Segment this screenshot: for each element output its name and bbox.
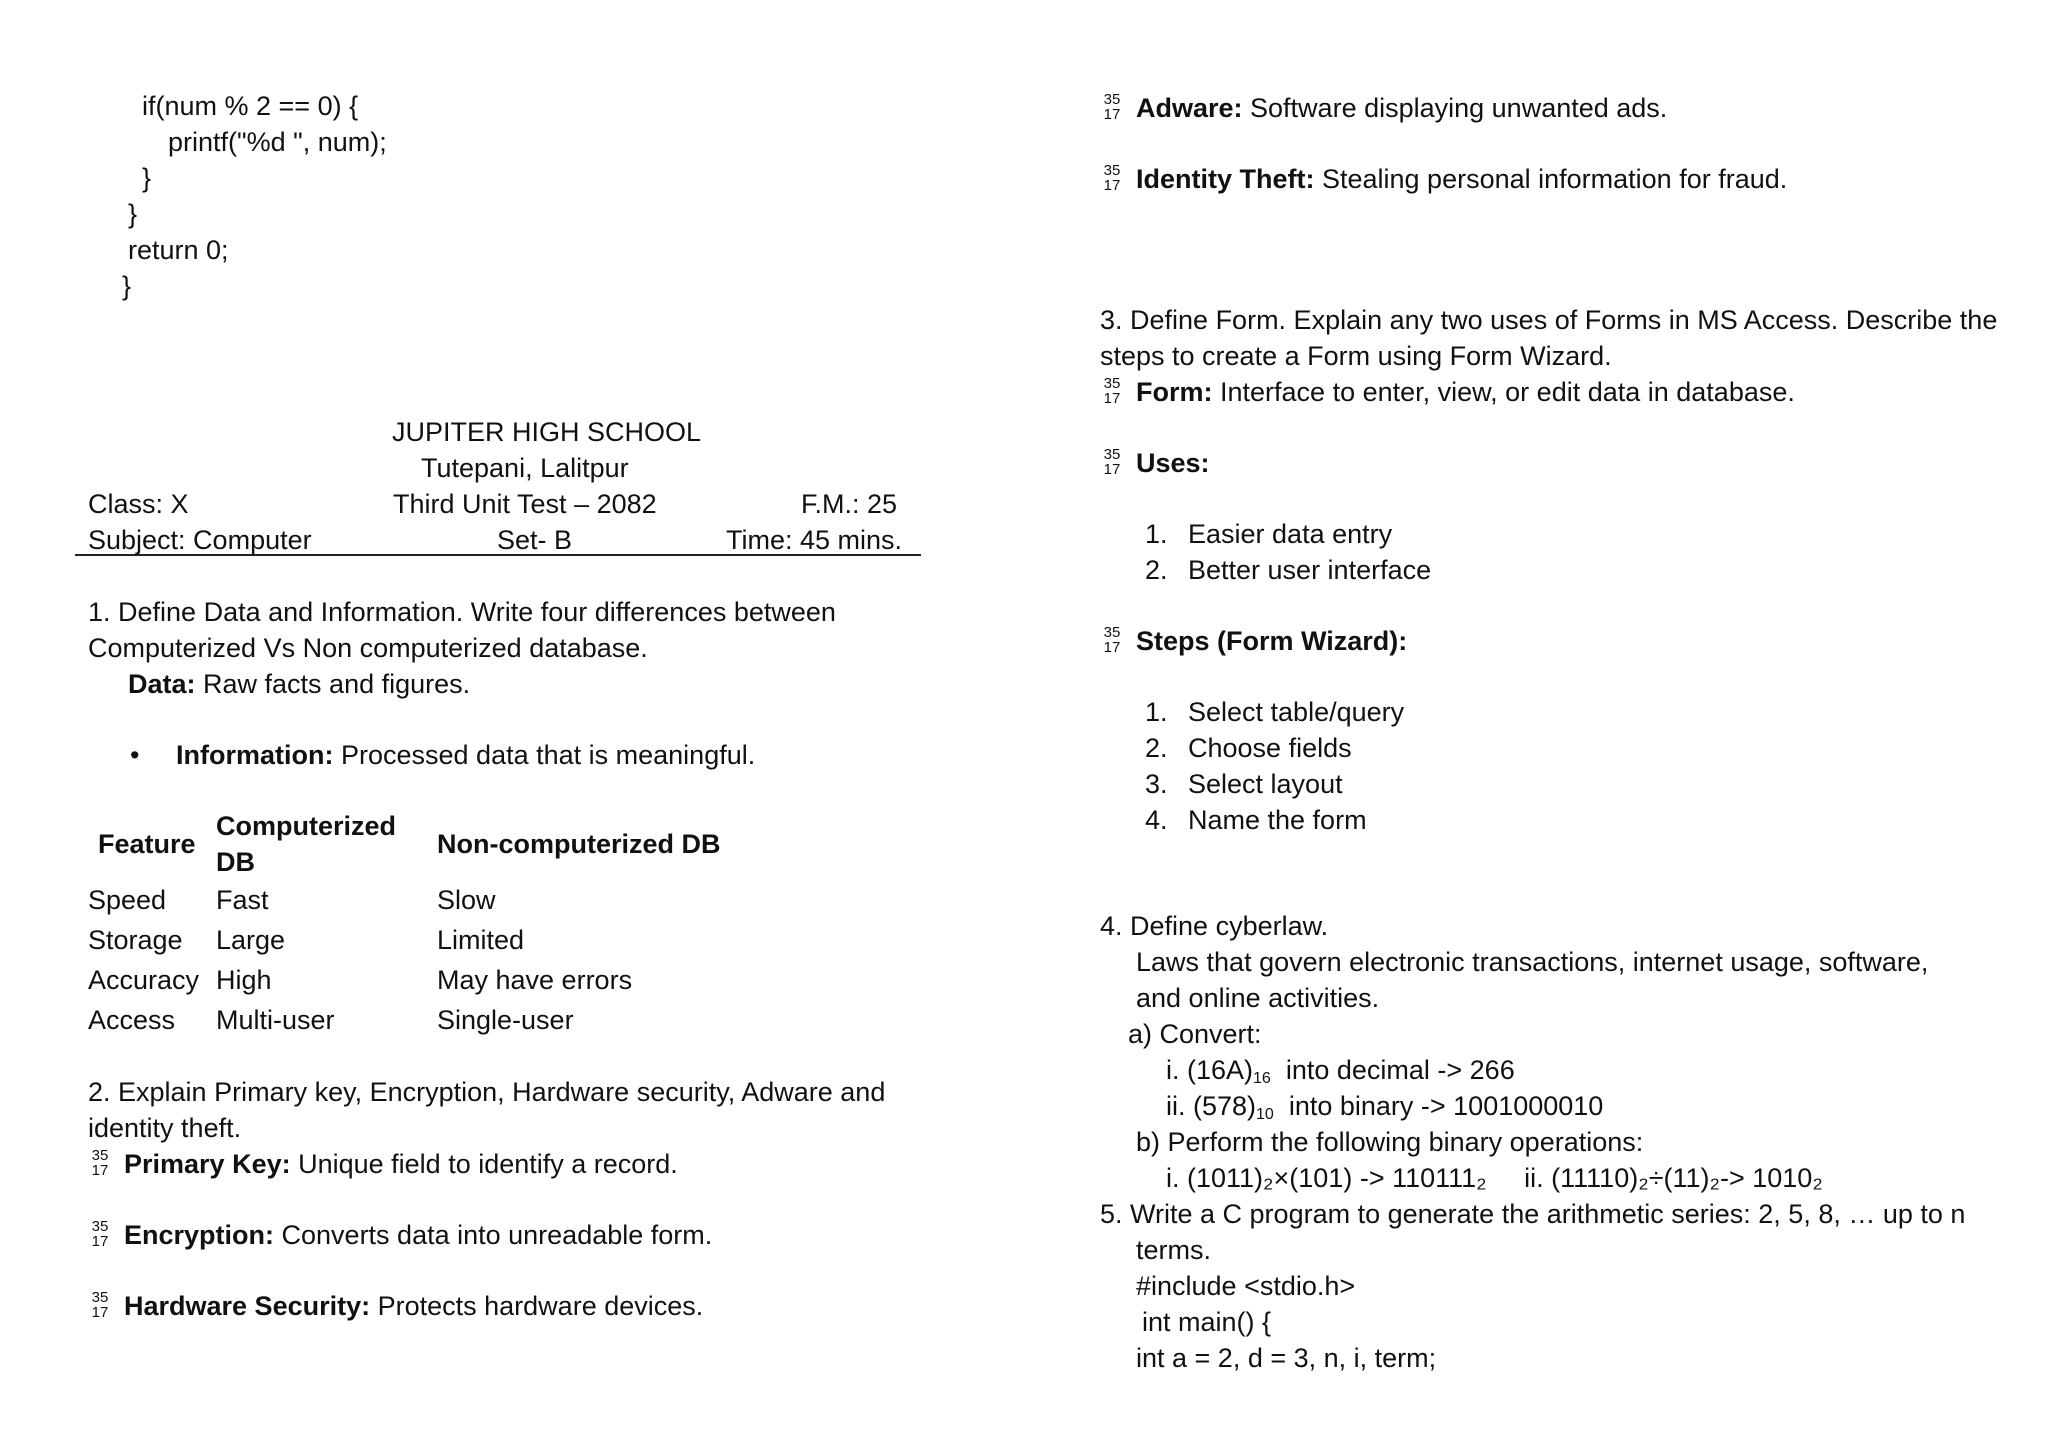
list-number: 1. (1145, 697, 1168, 727)
school-address: Tutepani, Lalitpur (421, 453, 629, 483)
time-label: Time: 45 mins. (726, 525, 903, 555)
list-item: Select table/query (1188, 697, 1405, 727)
code-line: } (122, 271, 132, 301)
list-number: 2. (1145, 555, 1168, 585)
table-cell: Slow (437, 885, 496, 915)
encryption-item: Encryption: Converts data into unreadable form. (124, 1220, 713, 1250)
table-cell: Storage (88, 925, 183, 955)
list-item: Easier data entry (1188, 519, 1393, 549)
list-number: 3. (1145, 769, 1168, 799)
data-definition (128, 666, 470, 702)
comparison-table (88, 808, 757, 1040)
code-line: int a = 2, d = 3, n, i, term; (1136, 1343, 1437, 1373)
exam-title: Third Unit Test – 2082 (393, 489, 657, 519)
q2-text: identity theft. (88, 1113, 242, 1143)
q5-text: 5. Write a C program to generate the arithmetic series: 2, 5, 8, … up to n (1100, 1199, 1966, 1229)
code-line: } (128, 199, 138, 229)
list-number: 1. (1145, 519, 1168, 549)
list-marker-icon: 35 17 (91, 1218, 109, 1250)
cyberlaw-definition: Laws that govern electronic transactions, internet usage, software, (1136, 947, 1929, 977)
q4a-ii: ii. $(578)_{10}$ into binary -> 1001000010 (1166, 1091, 1604, 1123)
data-text: Raw facts and figures. (195, 669, 471, 699)
table-header: Feature (98, 829, 196, 859)
q4b-heading: b) Perform the following binary operations: (1136, 1127, 1644, 1157)
table-header: Non-computerized DB (437, 829, 721, 859)
table-header-row (88, 808, 757, 880)
q1-text: 1. Define Data and Information. Write four differences between (88, 597, 836, 627)
q4b-operations: i. (1011)₂×(101) -> 110111₂ ii. (11110)₂÷(11)₂-> 1010₂ (1166, 1163, 1823, 1193)
list-number: 2. (1145, 733, 1168, 763)
code-line: int main() { (1142, 1307, 1272, 1337)
list-item: Select layout (1188, 769, 1343, 799)
code-line: return 0; (128, 235, 229, 265)
full-marks: F.M.: 25 (801, 489, 898, 519)
code-line: if(num % 2 == 0) { (142, 91, 359, 121)
table-cell: Access (88, 1005, 176, 1035)
identity-theft-item: Identity Theft: Stealing personal information for fraud. (1136, 164, 1788, 194)
form-definition: Form: Interface to enter, view, or edit data in database. (1136, 377, 1795, 407)
code-line: #include <stdio.h> (1136, 1271, 1356, 1301)
list-marker-icon: 35 17 (1103, 446, 1121, 478)
table-row (88, 960, 757, 1000)
table-cell: Limited (437, 925, 525, 955)
school-name: JUPITER HIGH SCHOOL (392, 417, 702, 447)
table-row (88, 920, 757, 960)
table-cell: High (216, 965, 272, 995)
list-number: 4. (1145, 805, 1168, 835)
table-cell: Accuracy (88, 965, 200, 995)
list-marker-icon: 35 17 (1103, 91, 1121, 123)
code-line: printf("%d ", num); (168, 127, 387, 157)
table-header: Computerized DB (216, 811, 397, 877)
header-divider (75, 554, 921, 556)
table-row (88, 880, 757, 920)
q4a-i: i. $(16A)_{16}$ into decimal -> 266 (1166, 1055, 1515, 1087)
data-label: Data: (128, 669, 196, 699)
q3-text: steps to create a Form using Form Wizard. (1100, 341, 1612, 371)
table-cell: Fast (216, 885, 269, 915)
list-item: Better user interface (1188, 555, 1432, 585)
q5-text: terms. (1136, 1235, 1212, 1265)
table-row (88, 1000, 757, 1040)
table-cell: Large (216, 925, 286, 955)
information-text: Processed data that is meaningful. (333, 740, 756, 770)
list-marker-icon: 35 17 (1103, 624, 1121, 656)
list-marker-icon: 35 17 (91, 1147, 109, 1179)
cyberlaw-definition: and online activities. (1136, 983, 1380, 1013)
steps-heading: Steps (Form Wizard): (1136, 626, 1408, 656)
list-marker-icon: 35 17 (91, 1289, 109, 1321)
bullet: • (130, 740, 140, 770)
q4a-heading: a) Convert: (1128, 1019, 1262, 1049)
q1-text: Computerized Vs Non computerized database. (88, 633, 648, 663)
information-label: Information: (176, 740, 334, 770)
list-marker-icon: 35 17 (1103, 162, 1121, 194)
q2-text: 2. Explain Primary key, Encryption, Hardware security, Adware and (88, 1077, 886, 1107)
table-cell: Single-user (437, 1005, 574, 1035)
uses-heading: Uses: (1136, 448, 1210, 478)
code-line: } (142, 163, 152, 193)
list-item: Choose fields (1188, 733, 1352, 763)
set-label: Set- B (497, 525, 573, 555)
q3-text: 3. Define Form. Explain any two uses of Forms in MS Access. Describe the (1100, 305, 1998, 335)
hardware-security-item: Hardware Security: Protects hardware devices. (124, 1291, 704, 1321)
table-cell: May have errors (437, 965, 633, 995)
information-definition (176, 737, 755, 773)
subject-label: Subject: Computer (88, 525, 312, 555)
q4-text: 4. Define cyberlaw. (1100, 911, 1329, 941)
list-marker-icon: 35 17 (1103, 375, 1121, 407)
primary-key-item: Primary Key: Unique field to identify a record. (124, 1149, 678, 1179)
table-cell: Speed (88, 885, 167, 915)
adware-item: Adware: Software displaying unwanted ads. (1136, 93, 1668, 123)
table-cell: Multi-user (216, 1005, 335, 1035)
class-label: Class: X (88, 489, 189, 519)
list-item: Name the form (1188, 805, 1367, 835)
